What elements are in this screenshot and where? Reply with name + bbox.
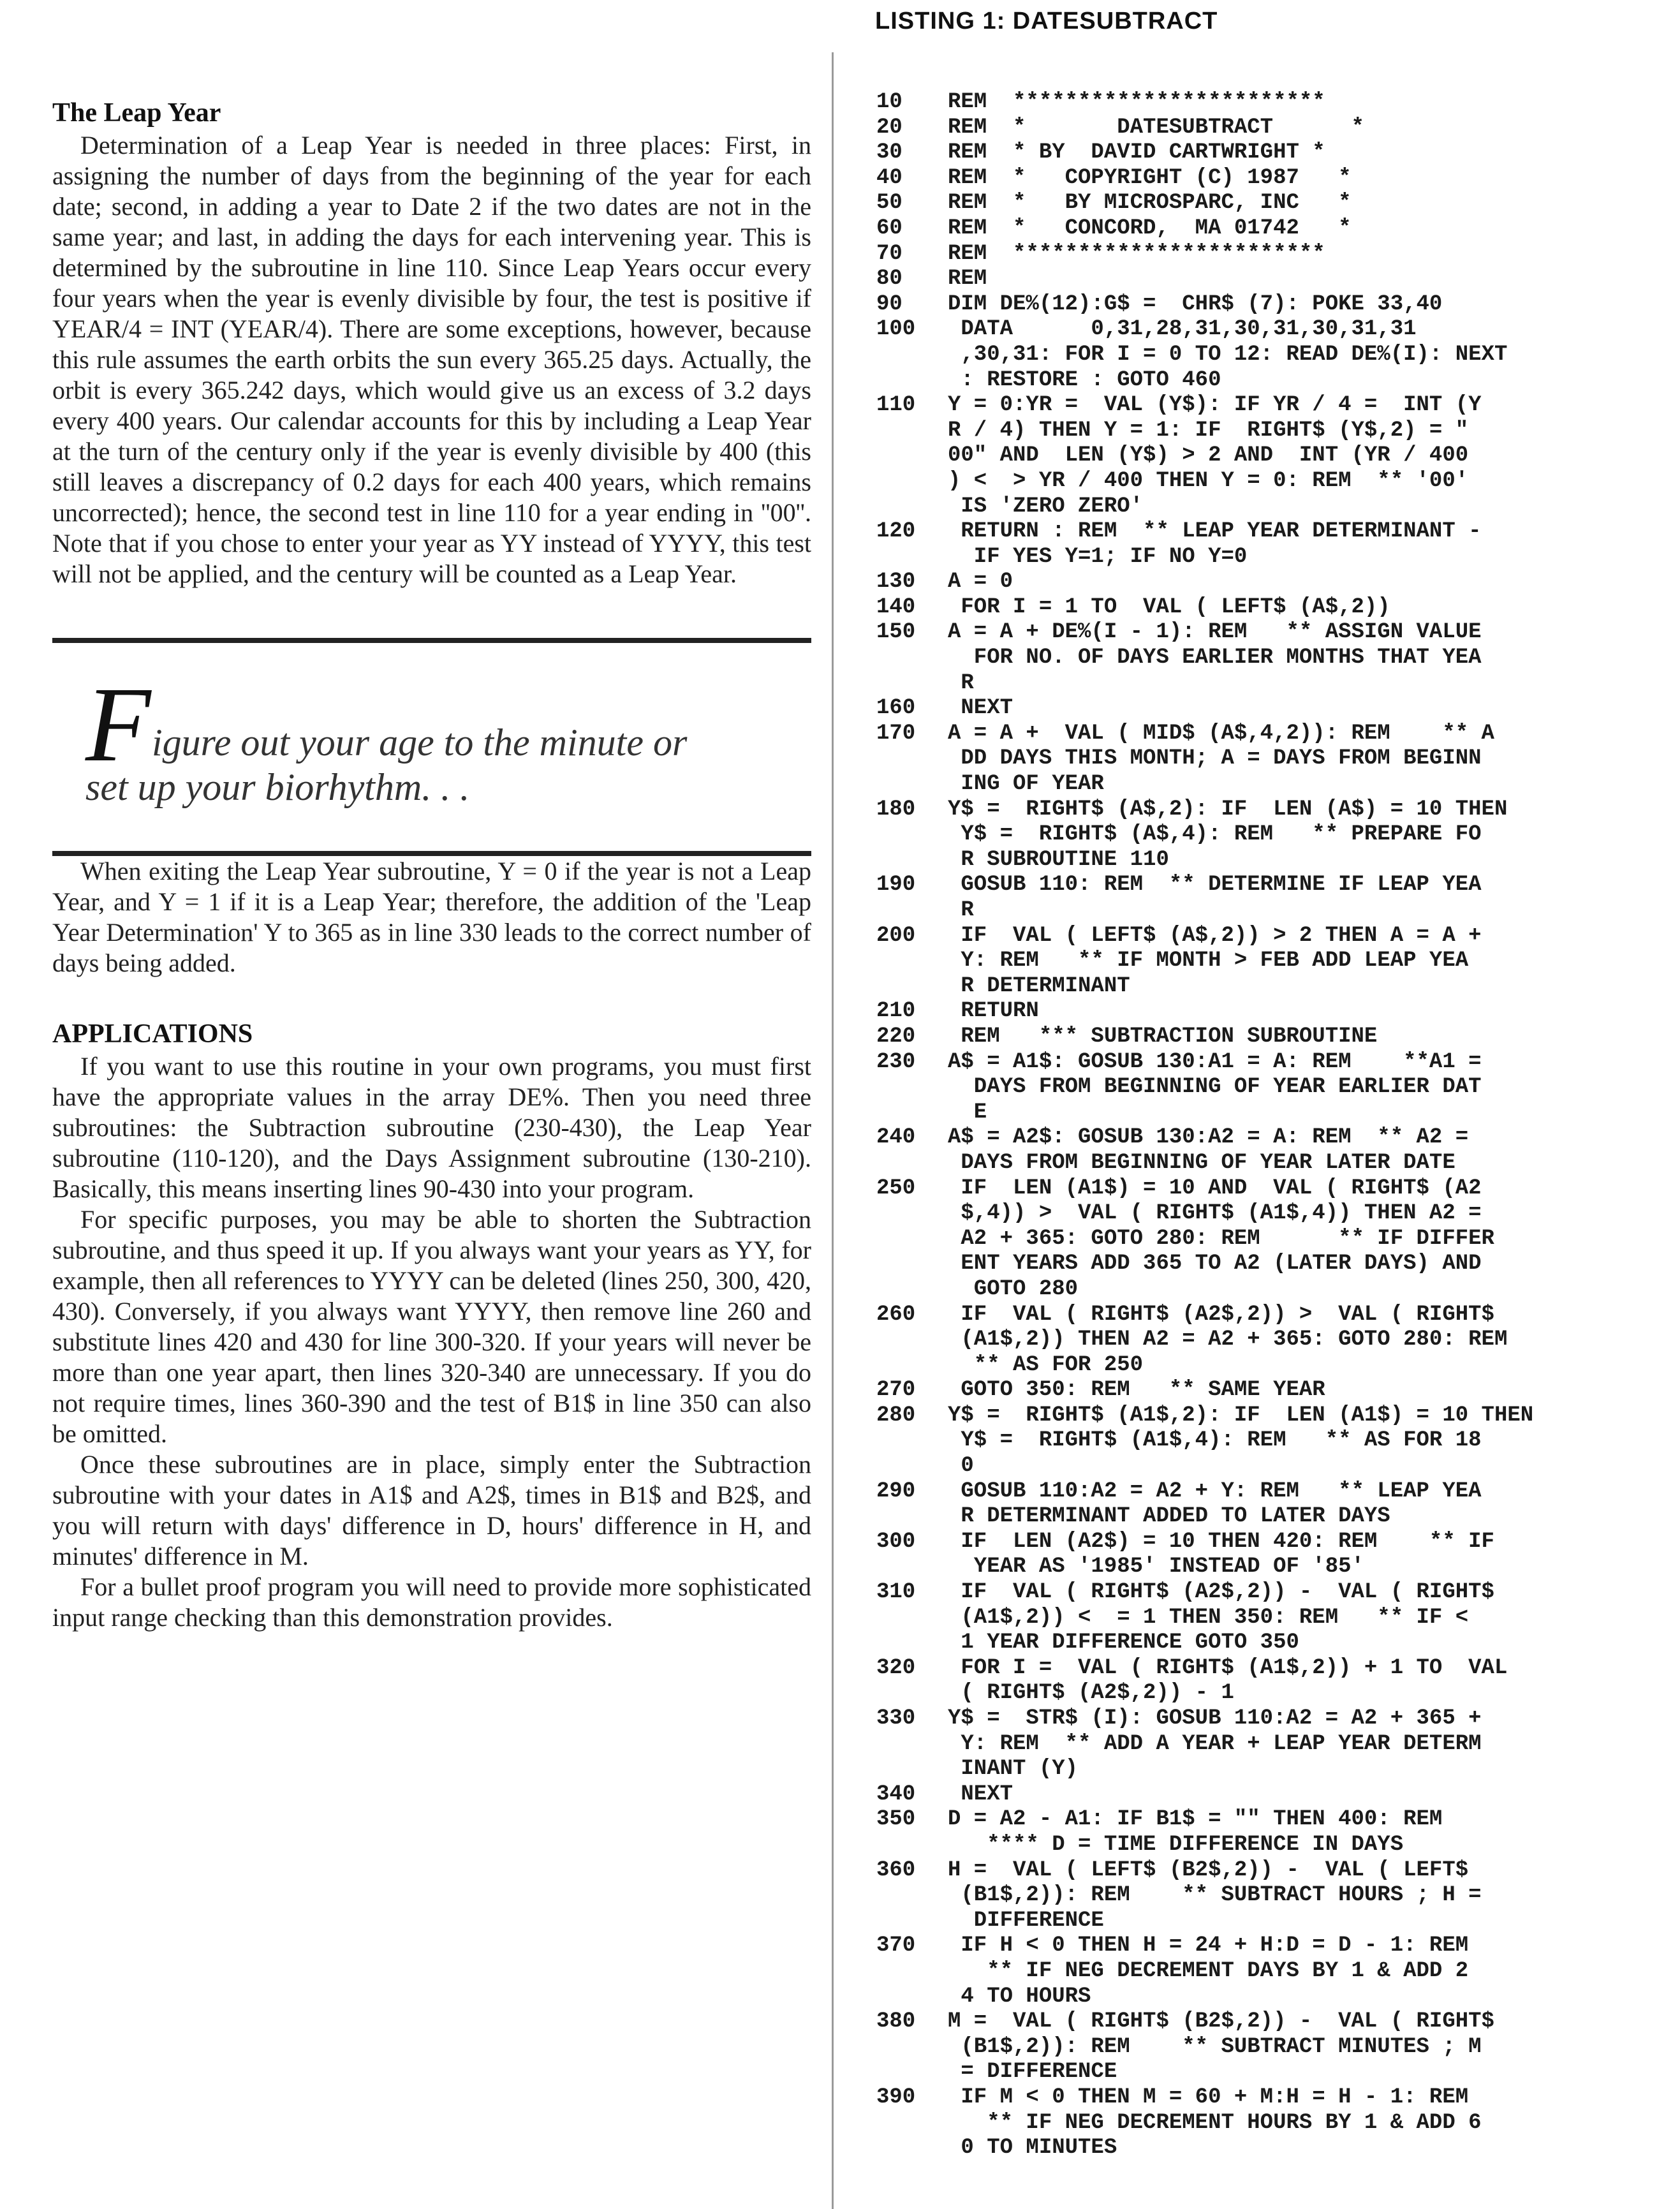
line-code: DATA 0,31,28,31,30,31,30,31,31 bbox=[948, 317, 1417, 342]
line-number: 80 bbox=[876, 267, 903, 292]
listing-line bbox=[876, 696, 1674, 721]
line-code: IS 'ZERO ZERO' bbox=[948, 494, 1144, 519]
line-number bbox=[876, 2035, 948, 2060]
listing-line bbox=[876, 898, 1674, 924]
listing-line bbox=[876, 2035, 1674, 2060]
line-code: A = A + VAL ( MID$ (A$,4,2)): REM ** A bbox=[948, 721, 1494, 746]
line-number: 200 bbox=[876, 923, 916, 948]
listing-line bbox=[876, 191, 1674, 216]
line-code: RETURN : REM ** LEAP YEAR DETERMINANT - bbox=[948, 519, 1482, 544]
line-code: Y$ = RIGHT$ (A1$,2): IF LEN (A1$) = 10 THEN bbox=[948, 1403, 1534, 1428]
listing-line bbox=[876, 1024, 1674, 1050]
listing-line bbox=[876, 1807, 1674, 1833]
line-number: 110 bbox=[876, 393, 916, 418]
listing-line bbox=[876, 166, 1674, 191]
listing-line bbox=[876, 746, 1674, 772]
line-code: 1 YEAR DIFFERENCE GOTO 350 bbox=[948, 1630, 1299, 1655]
line-code: R DETERMINANT ADDED TO LATER DAYS bbox=[948, 1504, 1390, 1529]
line-number bbox=[876, 772, 948, 797]
listing-line bbox=[876, 2060, 1674, 2085]
line-number bbox=[876, 848, 948, 873]
line-number bbox=[876, 1757, 948, 1782]
line-number: 70 bbox=[876, 241, 903, 266]
line-number: 310 bbox=[876, 1580, 916, 1605]
listing-line bbox=[876, 494, 1674, 520]
line-code: INANT (Y) bbox=[948, 1757, 1079, 1782]
listing-line bbox=[876, 1530, 1674, 1555]
listing-line bbox=[876, 1681, 1674, 1706]
line-number bbox=[876, 974, 948, 1000]
listing-line bbox=[876, 1252, 1674, 1277]
line-code: 4 TO HOURS bbox=[948, 1984, 1091, 2009]
line-code: 0 bbox=[948, 1454, 974, 1479]
line-code: M = VAL ( RIGHT$ (B2$,2)) - VAL ( RIGHT$ bbox=[948, 2009, 1494, 2034]
line-number bbox=[876, 1100, 948, 1126]
line-number: 20 bbox=[876, 115, 903, 140]
line-number bbox=[876, 1151, 948, 1176]
listing-line bbox=[876, 418, 1674, 444]
line-code: DAYS FROM BEGINNING OF YEAR EARLIER DAT bbox=[948, 1075, 1482, 1100]
listing-line bbox=[876, 216, 1674, 242]
listing-line bbox=[876, 1933, 1674, 1959]
line-code: ** IF NEG DECREMENT HOURS BY 1 & ADD 6 bbox=[948, 2110, 1482, 2135]
line-code: REM * CONCORD, MA 01742 * bbox=[948, 216, 1352, 240]
line-number: 30 bbox=[876, 140, 903, 165]
line-code: GOSUB 110:A2 = A2 + Y: REM ** LEAP YEA bbox=[948, 1479, 1482, 1503]
listing-line bbox=[876, 115, 1674, 141]
line-number: 150 bbox=[876, 620, 916, 645]
listing-line bbox=[876, 797, 1674, 823]
listing-line bbox=[876, 393, 1674, 418]
listing-line bbox=[876, 1959, 1674, 1984]
line-number bbox=[876, 1959, 948, 1984]
listing-line bbox=[876, 1378, 1674, 1403]
line-number bbox=[876, 368, 948, 394]
listing-line bbox=[876, 1050, 1674, 1075]
listing-line bbox=[876, 1909, 1674, 1934]
line-code: Y$ = STR$ (I): GOSUB 110:A2 = A2 + 365 + bbox=[948, 1706, 1482, 1731]
line-code: (A1$,2)) THEN A2 = A2 + 365: GOTO 280: REM bbox=[948, 1327, 1508, 1352]
line-number: 290 bbox=[876, 1479, 916, 1503]
line-code: (B1$,2)): REM ** SUBTRACT HOURS ; H = bbox=[948, 1883, 1482, 1908]
line-code: R DETERMINANT bbox=[948, 973, 1130, 998]
line-number: 330 bbox=[876, 1706, 916, 1731]
listing-title: LISTING 1: DATESUBTRACT bbox=[875, 8, 1218, 34]
line-number: 340 bbox=[876, 1782, 916, 1806]
line-code: ING OF YEAR bbox=[948, 772, 1104, 797]
listing-line bbox=[876, 1732, 1674, 1757]
listing-line bbox=[876, 443, 1674, 469]
applications-paragraph-3: Once these subroutines are in place, simply enter the Subtraction subroutine with your dates in A1$ and A2$, times in B1$ and B2$, and you will return with days' difference in D, hours' difference in H, and minutes' difference in M. bbox=[52, 1450, 811, 1570]
pull-quote-dropcap: F bbox=[85, 665, 151, 784]
listing-line bbox=[876, 343, 1674, 368]
line-code: REM bbox=[948, 267, 987, 292]
pull-quote bbox=[52, 643, 811, 851]
line-number bbox=[876, 418, 948, 444]
listing-line bbox=[876, 1227, 1674, 1252]
line-number: 60 bbox=[876, 216, 903, 240]
line-number: 380 bbox=[876, 2009, 916, 2034]
line-code: YEAR AS '1985' INSTEAD OF '85' bbox=[948, 1555, 1364, 1579]
listing-line bbox=[876, 469, 1674, 494]
line-number: 350 bbox=[876, 1807, 916, 1832]
line-code: : RESTORE : GOTO 460 bbox=[948, 367, 1221, 392]
line-code: Y$ = RIGHT$ (A$,4): REM ** PREPARE FO bbox=[948, 822, 1482, 847]
line-number: 230 bbox=[876, 1049, 916, 1074]
line-code: ) < > YR / 400 THEN Y = 0: REM ** '00' bbox=[948, 468, 1469, 493]
line-code: ** AS FOR 250 bbox=[948, 1352, 1144, 1377]
listing-line bbox=[876, 2009, 1674, 2035]
line-number bbox=[876, 494, 948, 520]
line-code: IF YES Y=1; IF NO Y=0 bbox=[948, 544, 1248, 569]
line-code: GOTO 280 bbox=[948, 1276, 1079, 1301]
line-code: REM * BY MICROSPARC, INC * bbox=[948, 191, 1352, 216]
line-number: 280 bbox=[876, 1403, 916, 1428]
line-number bbox=[876, 949, 948, 974]
line-code: IF M < 0 THEN M = 60 + M:H = H - 1: REM bbox=[948, 2085, 1469, 2109]
listing-line bbox=[876, 1403, 1674, 1429]
line-code: Y: REM ** ADD A YEAR + LEAP YEAR DETERM bbox=[948, 1731, 1482, 1756]
line-number: 250 bbox=[876, 1176, 916, 1201]
code-listing bbox=[876, 90, 1674, 2161]
pull-quote-line-2: set up your biorhythm. . . bbox=[85, 766, 470, 808]
line-code: A$ = A2$: GOSUB 130:A2 = A: REM ** A2 = bbox=[948, 1125, 1469, 1150]
line-code: DAYS FROM BEGINNING OF YEAR LATER DATE bbox=[948, 1150, 1455, 1175]
listing-line bbox=[876, 1706, 1674, 1732]
line-number bbox=[876, 1909, 948, 1934]
line-number: 210 bbox=[876, 999, 916, 1024]
listing-line bbox=[876, 140, 1674, 166]
listing-line bbox=[876, 1858, 1674, 1884]
line-code: DIM DE%(12):G$ = CHR$ (7): POKE 33,40 bbox=[948, 292, 1443, 316]
line-code: R bbox=[948, 670, 974, 695]
line-code: DD DAYS THIS MONTH; A = DAYS FROM BEGINN bbox=[948, 746, 1482, 771]
line-number: 50 bbox=[876, 191, 903, 216]
line-code: REM * COPYRIGHT (C) 1987 * bbox=[948, 165, 1352, 190]
line-number: 140 bbox=[876, 595, 916, 619]
line-code: Y: REM ** IF MONTH > FEB ADD LEAP YEA bbox=[948, 949, 1469, 973]
listing-line bbox=[876, 848, 1674, 873]
listing-line bbox=[876, 721, 1674, 747]
line-number bbox=[876, 1428, 948, 1454]
listing-line bbox=[876, 1504, 1674, 1530]
line-code: ,30,31: FOR I = 0 TO 12: READ DE%(I): NEXT bbox=[948, 342, 1508, 367]
listing-line bbox=[876, 1883, 1674, 1909]
line-code: NEXT bbox=[948, 696, 1013, 721]
line-number bbox=[876, 343, 948, 368]
line-number: 130 bbox=[876, 570, 916, 595]
line-code: Y = 0:YR = VAL (Y$): IF YR / 4 = INT (Y bbox=[948, 393, 1482, 418]
line-code: $,4)) > VAL ( RIGHT$ (A1$,4)) THEN A2 = bbox=[948, 1201, 1482, 1226]
line-number: 320 bbox=[876, 1655, 916, 1680]
listing-line bbox=[876, 1833, 1674, 1858]
line-code: A$ = A1$: GOSUB 130:A1 = A: REM **A1 = bbox=[948, 1049, 1482, 1074]
line-number: 390 bbox=[876, 2085, 916, 2109]
listing-line bbox=[876, 1075, 1674, 1100]
line-code: R / 4) THEN Y = 1: IF RIGHT$ (Y$,2) = " bbox=[948, 418, 1469, 443]
line-code: REM * BY DAVID CARTWRIGHT * bbox=[948, 140, 1325, 165]
listing-line bbox=[876, 949, 1674, 974]
line-number bbox=[876, 469, 948, 494]
listing-line bbox=[876, 1327, 1674, 1353]
line-code: A = 0 bbox=[948, 570, 1013, 595]
line-number bbox=[876, 1555, 948, 1580]
line-code: IF VAL ( LEFT$ (A$,2)) > 2 THEN A = A + bbox=[948, 923, 1482, 948]
line-number: 240 bbox=[876, 1125, 916, 1150]
line-number bbox=[876, 1227, 948, 1252]
listing-line bbox=[876, 1606, 1674, 1631]
listing-line bbox=[876, 292, 1674, 318]
line-number: 100 bbox=[876, 317, 916, 342]
listing-line bbox=[876, 570, 1674, 595]
line-number: 180 bbox=[876, 797, 916, 822]
leap-year-paragraph: Determination of a Leap Year is needed in three places: First, in assigning the number of days from the beginning of the year for each date; second, in adding a year to Date 2 if the two dates are not in the same year; and last, in adding the days for each intervening year. This is determined by the subroutine in line 110. Since Leap Years occur every four years when the year is evenly divisible by four, the test is positive if YEAR/4 = INT (YEAR/4). There are some exceptions, however, because this rule assumes the earth orbits the sun every 365.25 days. Actually, the orbit is every 365.242 days, which would give us an excess of 3.2 days every 400 years. Our calendar accounts for this by including a Leap Year at the turn of the century only if the year is evenly divisible by 400 (this still leaves a discrepancy of 0.2 days for each 400 years, which remains uncorrected); hence, the second test in line 110 for a year ending in ''00''. Note that if you chose to enter your year as YY instead of YYYY, this test will not be applied, and the century will be counted as a Leap Year. bbox=[52, 131, 811, 588]
listing-line bbox=[876, 1303, 1674, 1328]
listing-line bbox=[876, 1656, 1674, 1681]
line-code: IF H < 0 THEN H = 24 + H:D = D - 1: REM bbox=[948, 1933, 1469, 1958]
line-number: 190 bbox=[876, 873, 916, 898]
listing-line bbox=[876, 924, 1674, 949]
line-code: IF LEN (A1$) = 10 AND VAL ( RIGHT$ (A2 bbox=[948, 1176, 1482, 1201]
line-code: ENT YEARS ADD 365 TO A2 (LATER DAYS) AND bbox=[948, 1252, 1482, 1276]
line-number bbox=[876, 1504, 948, 1530]
line-number: 260 bbox=[876, 1302, 916, 1327]
line-code: REM * DATESUBTRACT * bbox=[948, 115, 1364, 140]
listing-line bbox=[876, 267, 1674, 292]
line-number bbox=[876, 2136, 948, 2161]
line-number bbox=[876, 1353, 948, 1378]
line-code: (B1$,2)): REM ** SUBTRACT MINUTES ; M bbox=[948, 2034, 1482, 2059]
listing-line bbox=[876, 873, 1674, 898]
article-column bbox=[52, 91, 811, 1633]
line-number bbox=[876, 1630, 948, 1656]
listing-line bbox=[876, 1782, 1674, 1808]
line-code: REM ************************ bbox=[948, 90, 1325, 114]
line-number: 220 bbox=[876, 1024, 916, 1049]
line-number bbox=[876, 1277, 948, 1303]
line-code: REM ************************ bbox=[948, 241, 1325, 266]
line-code: A = A + DE%(I - 1): REM ** ASSIGN VALUE bbox=[948, 620, 1482, 645]
listing-line bbox=[876, 1176, 1674, 1202]
listing-line bbox=[876, 822, 1674, 848]
listing-line bbox=[876, 1428, 1674, 1454]
line-number bbox=[876, 545, 948, 570]
line-number bbox=[876, 822, 948, 848]
line-number bbox=[876, 1833, 948, 1858]
leap-year-heading: The Leap Year bbox=[52, 98, 221, 128]
line-number bbox=[876, 1606, 948, 1631]
line-number: 270 bbox=[876, 1378, 916, 1403]
line-number: 170 bbox=[876, 721, 916, 746]
line-number bbox=[876, 2060, 948, 2085]
line-number: 300 bbox=[876, 1529, 916, 1554]
listing-line bbox=[876, 1479, 1674, 1505]
listing-line bbox=[876, 1353, 1674, 1378]
line-code: DIFFERENCE bbox=[948, 1908, 1104, 1933]
listing-line bbox=[876, 2085, 1674, 2111]
line-number: 10 bbox=[876, 90, 903, 114]
line-code: FOR I = VAL ( RIGHT$ (A1$,2)) + 1 TO VAL bbox=[948, 1655, 1508, 1680]
line-code: 00" AND LEN (Y$) > 2 AND INT (YR / 400 bbox=[948, 443, 1469, 468]
line-code: RETURN bbox=[948, 999, 1039, 1024]
listing-line bbox=[876, 368, 1674, 394]
line-code: FOR NO. OF DAYS EARLIER MONTHS THAT YEA bbox=[948, 646, 1482, 670]
line-code: (A1$,2)) < = 1 THEN 350: REM ** IF < bbox=[948, 1605, 1469, 1630]
pull-quote-top-rule bbox=[52, 638, 811, 643]
listing-line bbox=[876, 90, 1674, 115]
column-divider bbox=[832, 52, 834, 2209]
listing-line bbox=[876, 1555, 1674, 1580]
applications-paragraph-2: For specific purposes, you may be able to shorten the Subtraction subroutine, and thus speed it up. If you always want your years as YY, for example, then all references to YYYY can be deleted (lines 250, 300, 420, 430). Conversely, if you always want YYYY, then remove line 260 and substitute lines 420 and 430 for line 300-320. If your years will never be more than one year apart, then lines 320-340 are unnecessary. If you do not require times, lines 360-390 and the test of B1$ in line 350 can also be omitted. bbox=[52, 1205, 811, 1448]
line-code: IF VAL ( RIGHT$ (A2$,2)) > VAL ( RIGHT$ bbox=[948, 1302, 1494, 1327]
line-code: H = VAL ( LEFT$ (B2$,2)) - VAL ( LEFT$ bbox=[948, 1858, 1469, 1882]
applications-paragraph-4: For a bullet proof program you will need to provide more sophisticated input range checking than this demonstration provides. bbox=[52, 1572, 811, 1632]
line-number bbox=[876, 1883, 948, 1909]
line-number bbox=[876, 1732, 948, 1757]
line-number bbox=[876, 1984, 948, 2010]
line-code: NEXT bbox=[948, 1782, 1013, 1806]
listing-line bbox=[876, 1630, 1674, 1656]
applications-paragraph-1: If you want to use this routine in your own programs, you must first have the appropriate values in the array DE%. Then you need three subroutines: the Subtraction subroutine (230-430), the Leap Year subroutine (110-120), and the Days Assignment subroutine (130-210). Basically, this means inserting lines 90-430 into your program. bbox=[52, 1052, 811, 1203]
listing-line bbox=[876, 1454, 1674, 1479]
line-number bbox=[876, 671, 948, 697]
line-code: = DIFFERENCE bbox=[948, 2060, 1117, 2085]
line-number bbox=[876, 1252, 948, 1277]
line-code: R bbox=[948, 898, 974, 922]
pull-quote-line-1: igure out your age to the minute or bbox=[152, 721, 688, 764]
listing-line bbox=[876, 772, 1674, 797]
listing-line bbox=[876, 1100, 1674, 1126]
line-number bbox=[876, 1454, 948, 1479]
line-number: 360 bbox=[876, 1858, 916, 1882]
line-code: REM *** SUBTRACTION SUBROUTINE bbox=[948, 1024, 1378, 1049]
line-code: GOTO 350: REM ** SAME YEAR bbox=[948, 1378, 1325, 1403]
listing-line bbox=[876, 1984, 1674, 2010]
listing-line bbox=[876, 620, 1674, 646]
line-number bbox=[876, 898, 948, 924]
line-code: ( RIGHT$ (A2$,2)) - 1 bbox=[948, 1681, 1234, 1706]
line-code: IF VAL ( RIGHT$ (A2$,2)) - VAL ( RIGHT$ bbox=[948, 1580, 1494, 1605]
listing-line bbox=[876, 2111, 1674, 2136]
listing-line bbox=[876, 1757, 1674, 1782]
listing-line bbox=[876, 545, 1674, 570]
line-number bbox=[876, 1201, 948, 1227]
listing-line bbox=[876, 2136, 1674, 2161]
line-number: 90 bbox=[876, 292, 903, 316]
line-code: E bbox=[948, 1100, 987, 1125]
line-number: 370 bbox=[876, 1933, 916, 1958]
line-number bbox=[876, 746, 948, 772]
listing-line bbox=[876, 1125, 1674, 1151]
line-code: IF LEN (A2$) = 10 THEN 420: REM ** IF bbox=[948, 1529, 1494, 1554]
listing-line bbox=[876, 1151, 1674, 1176]
line-number: 160 bbox=[876, 696, 916, 721]
listing-line bbox=[876, 1277, 1674, 1303]
pull-quote-bottom-rule bbox=[52, 851, 811, 856]
line-number bbox=[876, 2111, 948, 2136]
line-code: Y$ = RIGHT$ (A1$,4): REM ** AS FOR 18 bbox=[948, 1428, 1482, 1453]
line-number: 120 bbox=[876, 519, 916, 544]
line-code: ** IF NEG DECREMENT DAYS BY 1 & ADD 2 bbox=[948, 1958, 1469, 1983]
line-code: 0 TO MINUTES bbox=[948, 2136, 1117, 2161]
line-number bbox=[876, 1075, 948, 1100]
line-code: R SUBROUTINE 110 bbox=[948, 847, 1169, 872]
exit-paragraph: When exiting the Leap Year subroutine, Y = 0 if the year is not a Leap Year, and Y = 1 if it is a Leap Year; therefore, the addition of the 'Leap Year Determination' Y to 365 as in line 330 leads to the correct number of days being added. bbox=[52, 857, 811, 977]
listing-line bbox=[876, 595, 1674, 621]
listing-line bbox=[876, 1201, 1674, 1227]
line-code: D = A2 - A1: IF B1$ = "" THEN 400: REM bbox=[948, 1807, 1443, 1832]
listing-line bbox=[876, 1580, 1674, 1606]
listing-line bbox=[876, 671, 1674, 697]
listing-line bbox=[876, 646, 1674, 671]
line-number bbox=[876, 1681, 948, 1706]
listing-line bbox=[876, 519, 1674, 545]
listing-line bbox=[876, 242, 1674, 267]
line-number bbox=[876, 443, 948, 469]
listing-line bbox=[876, 317, 1674, 343]
line-code: A2 + 365: GOTO 280: REM ** IF DIFFER bbox=[948, 1226, 1494, 1251]
line-code: FOR I = 1 TO VAL ( LEFT$ (A$,2)) bbox=[948, 595, 1390, 619]
line-number: 40 bbox=[876, 165, 903, 190]
line-code: GOSUB 110: REM ** DETERMINE IF LEAP YEA bbox=[948, 873, 1482, 898]
listing-line bbox=[876, 974, 1674, 1000]
listing-line bbox=[876, 999, 1674, 1024]
line-code: Y$ = RIGHT$ (A$,2): IF LEN (A$) = 10 THEN bbox=[948, 797, 1508, 822]
line-number bbox=[876, 1327, 948, 1353]
line-number bbox=[876, 646, 948, 671]
line-code: **** D = TIME DIFFERENCE IN DAYS bbox=[948, 1832, 1404, 1857]
applications-heading: APPLICATIONS bbox=[52, 1019, 253, 1049]
